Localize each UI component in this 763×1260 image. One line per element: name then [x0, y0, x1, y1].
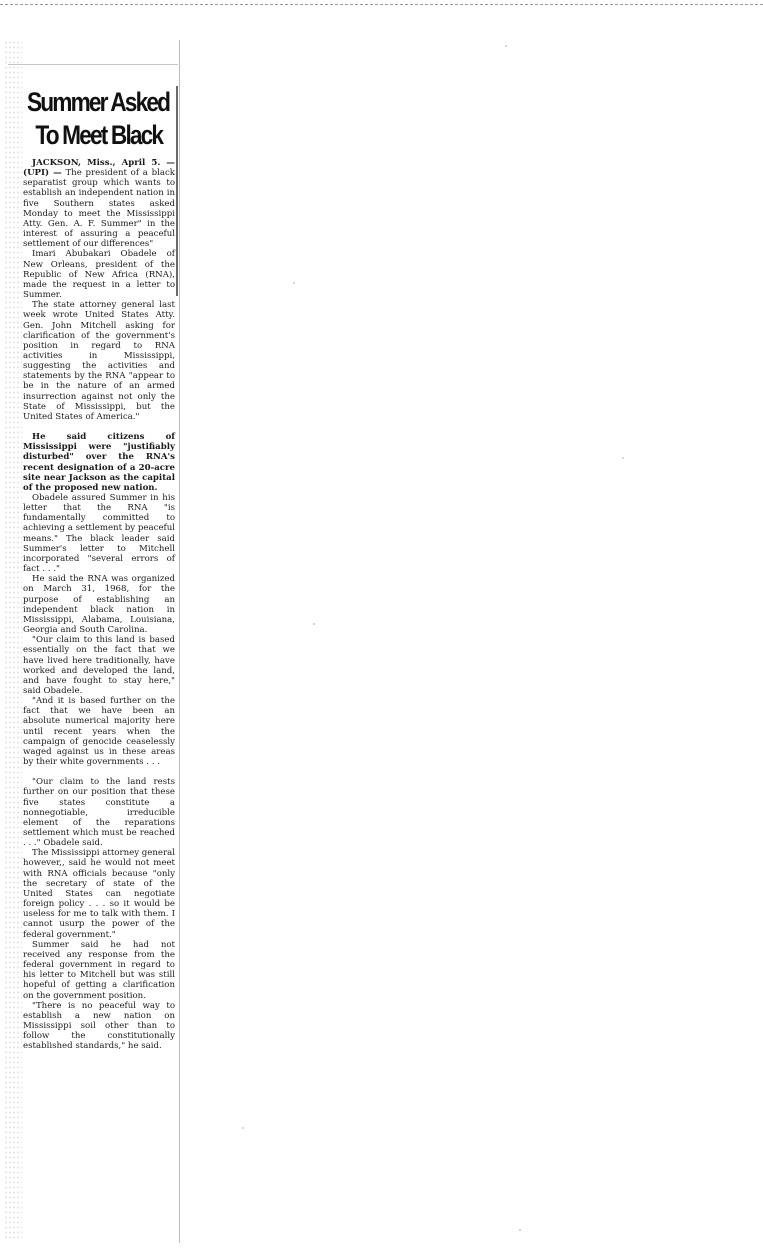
page-top-rule — [0, 4, 763, 5]
paragraph-9: "Our claim to the land rests further on our position that these five states constitute a nonnegotiable, irreducible element of the reparations settlement which must be reached . . ." Obadele said. — [23, 777, 175, 849]
scan-speck — [242, 1127, 244, 1129]
paragraph-7: "Our claim to this land is based essentially on the fact that we have lived here traditionally, have worked and developed the land, and have fought to stay here," said Obadele. — [23, 635, 175, 696]
headline-line-2: To Meet Black — [35, 120, 163, 150]
paragraph-4: He said citizens of Mississippi were "justifiably disturbed" over the RNA's recent designation of a 20-acre site near Jackson as the capital of the proposed new nation. — [23, 432, 175, 493]
paragraph-1-text: The president of a black separatist group which wants to establish an independent nation in five Southern states asked Monday to meet the Mississippi Atty. Gen. A. F. Summer" in the interest of assuring a peaceful settlement of our differences" — [23, 168, 175, 250]
paragraph-2: Imari Abubakari Obadele of New Orleans, president of the Republic of New Africa (RNA), made the request in a letter to Summer. — [23, 249, 175, 301]
paragraph-lead — [23, 158, 175, 249]
headline-line-1: Summer Asked — [27, 87, 170, 117]
dateline: JACKSON, Miss., April 5. —(UPI) — — [23, 158, 175, 179]
scan-speck — [313, 623, 315, 625]
paragraph-6: He said the RNA was organized on March 31, 1968, for the purpose of establishing an independent black nation in Mississippi, Alabama, Louisiana, Georgia and South Carolina. — [23, 574, 175, 636]
scan-speck — [622, 457, 624, 459]
paragraph-10: The Mississippi attorney general however,, said he would not meet with RNA officials because "only the secretary of state of the United States can negotiate foreign policy . . . so it would be useless for me to talk with them. I cannot usurp the power of the federal government." — [23, 848, 175, 940]
paragraph-5: Obadele assured Summer in his letter that the RNA "is fundamentally committed to achieving a settlement by peaceful means." The black leader said Summer's letter to Mitchell incorporated "several errors of fact . . ." — [23, 493, 175, 575]
scan-speck — [505, 45, 507, 47]
headline — [27, 86, 178, 152]
newspaper-clipping — [17, 40, 180, 1243]
paragraph-12: "There is no peaceful way to establish a new nation on Mississippi soil other than to follow the constitutionally established standards," he said. — [23, 1000, 175, 1052]
article-body — [23, 158, 179, 1051]
paragraph-11: Summer said he had not received any response from the federal government in regard to his letter to Mitchell but was still hopeful of getting a clarification on the government position. — [23, 939, 175, 1001]
paragraph-3: The state attorney general last week wrote United States Atty. Gen. John Mitchell asking for clarification of the government's position in regard to RNA activities in Mississippi, suggesting the activities and statements by the RNA "appear to be in the nature of an armed insurrection against not only the State of Mississippi, but the United States of America." — [23, 300, 175, 422]
scan-speck — [293, 282, 295, 284]
paragraph-8: "And it is based further on the fact that we have been an absolute numerical majority here until recent years when the campaign of genocide ceaselessly waged against us in these areas by their white governments . . . — [23, 696, 175, 768]
scan-speck — [519, 1229, 521, 1231]
